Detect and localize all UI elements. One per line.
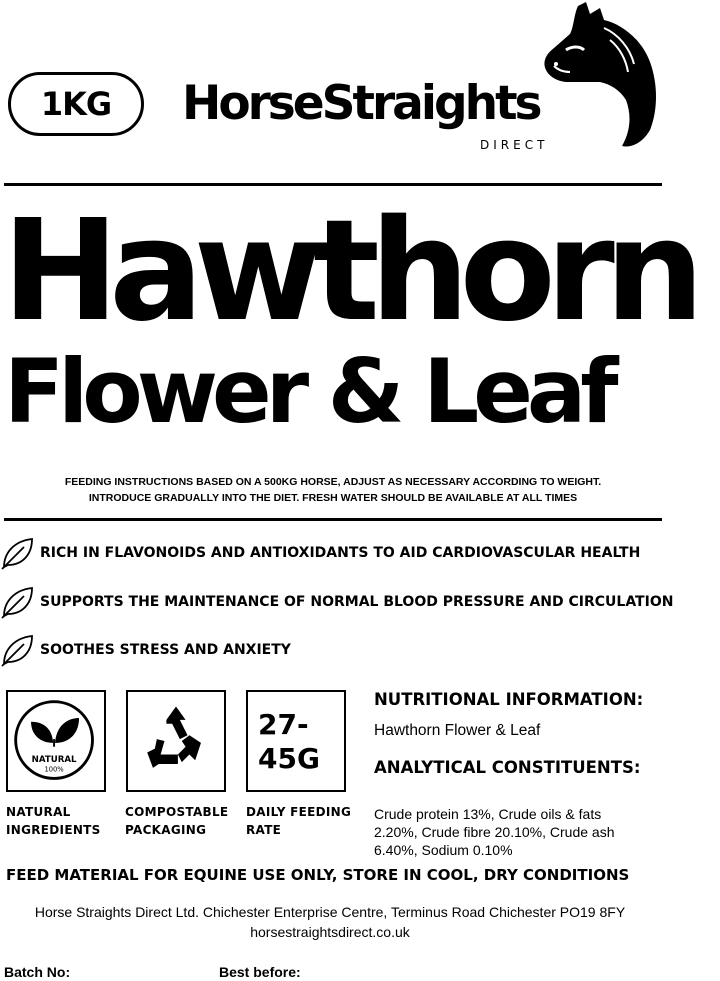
website-link[interactable]: horsestraightsdirect.co.uk: [250, 924, 410, 940]
analytical-constituents-heading: ANALYTICAL CONSTITUENTS:: [374, 758, 641, 777]
feeding-rate-value: [258, 708, 320, 776]
product-title-line2: Flower & Leaf: [4, 340, 613, 443]
weight-text: 1KG: [40, 85, 112, 123]
label-line: NATURAL: [6, 805, 71, 819]
recycle-icon: [128, 692, 224, 790]
leaf-icon: [0, 632, 36, 668]
label-line: DAILY FEEDING: [246, 805, 352, 819]
natural-badge-box: [6, 690, 106, 792]
weight-badge: [8, 72, 144, 136]
natural-ingredients-label: [6, 803, 101, 839]
product-title-line1: Hawthorn: [2, 190, 695, 353]
natural-100-icon: [8, 692, 104, 790]
best-before-label: Best before:: [219, 964, 301, 980]
rate-line: 45G: [258, 742, 320, 775]
feed-material-notice: FEED MATERIAL FOR EQUINE USE ONLY, STORE IN COOL, DRY CONDITIONS: [6, 866, 630, 884]
brand-name: HorseStraights: [182, 76, 540, 131]
label-line: RATE: [246, 823, 282, 837]
leaf-icon: [0, 584, 36, 620]
benefit-text: RICH IN FLAVONOIDS AND ANTIOXIDANTS TO AID CARDIOVASCULAR HEALTH: [40, 545, 641, 561]
constituents-line: Crude protein 13%, Crude oils & fats: [374, 806, 602, 822]
divider-top: [4, 183, 662, 186]
daily-feeding-rate-label: [246, 803, 351, 839]
constituents-line: 2.20%, Crude fibre 20.10%, Crude ash: [374, 824, 615, 840]
constituents-line: 6.40%, Sodium 0.10%: [374, 842, 513, 858]
rate-line: 27-: [258, 708, 309, 741]
brand-subtitle: DIRECT: [480, 138, 549, 152]
benefit-item: [0, 584, 700, 620]
benefit-text: SUPPORTS THE MAINTENANCE OF NORMAL BLOOD PRESSURE AND CIRCULATION: [40, 594, 674, 610]
feeding-instructions: [0, 474, 666, 506]
label-line: INGREDIENTS: [6, 823, 101, 837]
company-address: Horse Straights Direct Ltd. Chichester Enterprise Centre, Terminus Road Chichester PO19 8FY: [34, 904, 626, 920]
compostable-badge-box: [126, 690, 226, 792]
label-line: COMPOSTABLE: [125, 805, 229, 819]
instructions-line2: INTRODUCE GRADUALLY INTO THE DIET. FRESH WATER SHOULD BE AVAILABLE AT ALL TIMES: [88, 492, 578, 504]
benefit-item: [0, 632, 700, 668]
leaf-icon: [0, 535, 36, 571]
instructions-line1: FEEDING INSTRUCTIONS BASED ON A 500KG HORSE, ADJUST AS NECESSARY ACCORDING TO WEIGHT.: [64, 476, 602, 488]
natural-badge-text: NATURAL: [31, 755, 77, 766]
nutritional-info-heading: NUTRITIONAL INFORMATION:: [374, 690, 644, 709]
feeding-rate-box: [246, 690, 346, 792]
analytical-constituents-text: [374, 805, 674, 859]
benefit-item: [0, 535, 700, 571]
divider-middle: [4, 518, 662, 521]
nutrition-product-name: Hawthorn Flower & Leaf: [374, 722, 541, 739]
batch-number-label: Batch No:: [4, 964, 71, 980]
label-line: PACKAGING: [125, 823, 207, 837]
horse-head-logo: [538, 0, 662, 148]
benefit-text: SOOTHES STRESS AND ANXIETY: [40, 642, 291, 658]
natural-badge-percent: 100%: [44, 765, 64, 774]
compostable-packaging-label: [125, 803, 228, 839]
